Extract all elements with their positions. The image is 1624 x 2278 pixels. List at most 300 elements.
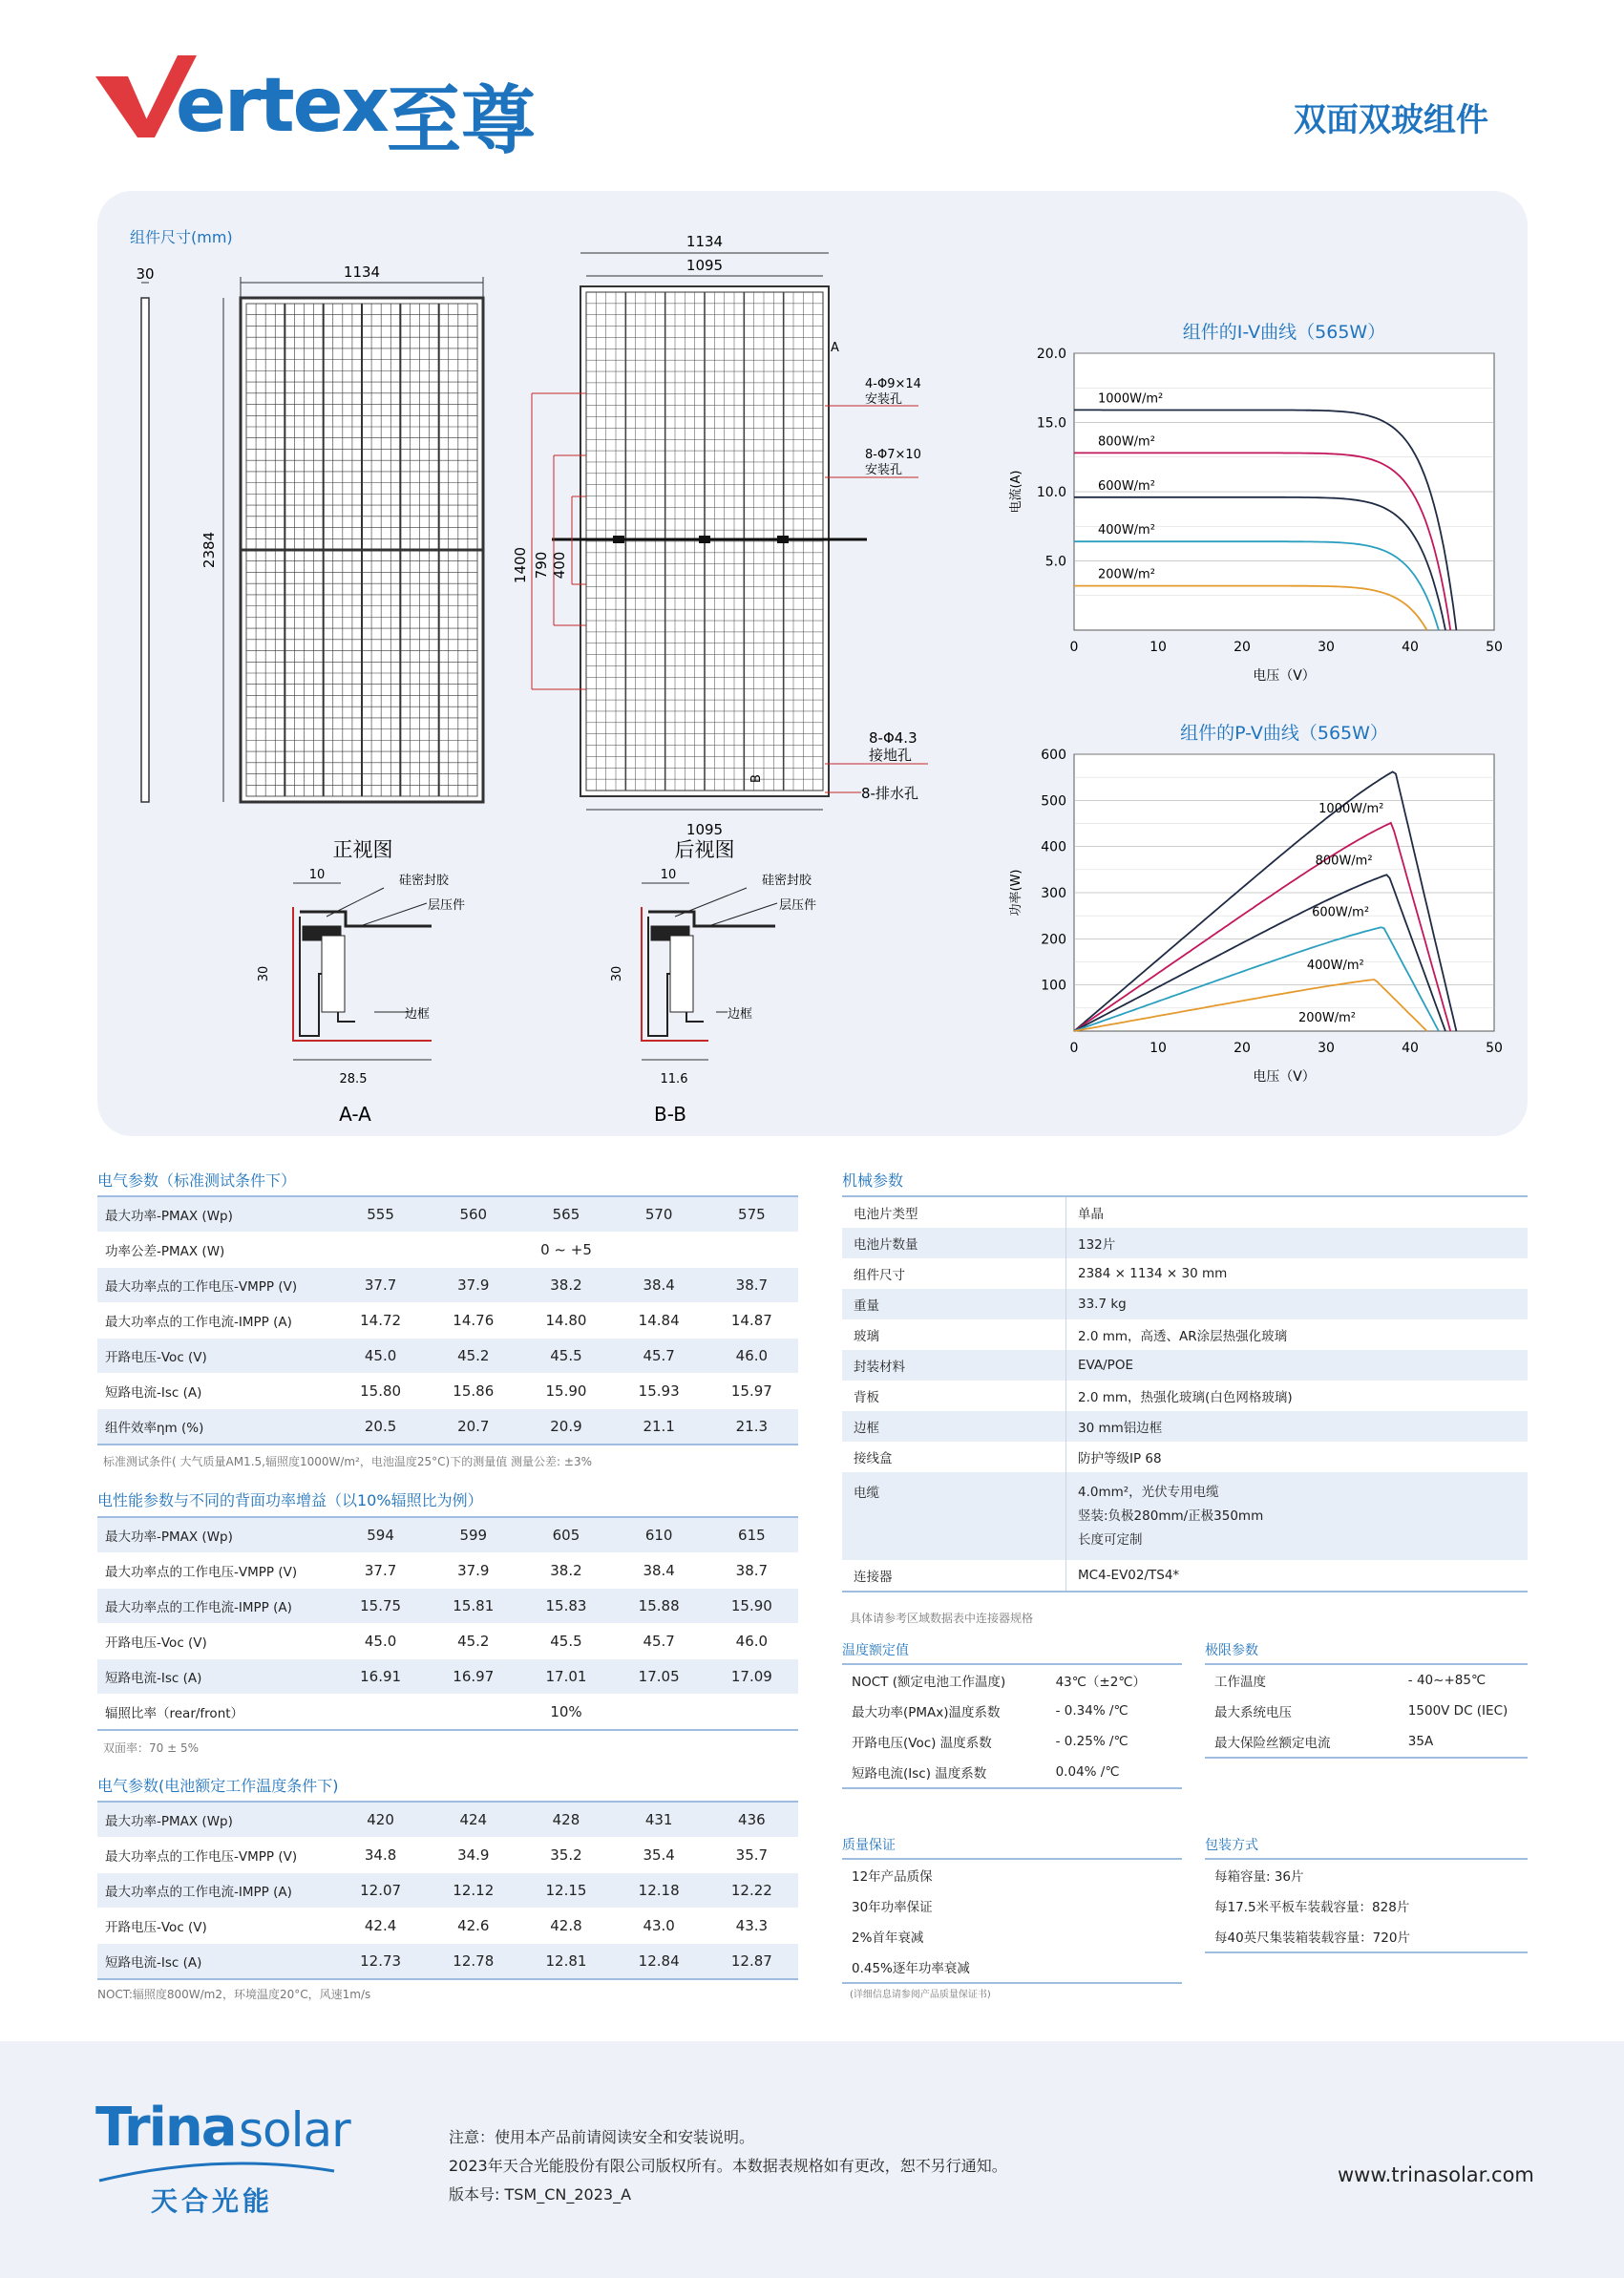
spec-key: 开路电压(Voc) 温度系数 <box>852 1736 992 1751</box>
spec-key: 连接器 <box>842 1560 1066 1592</box>
table-cell: 615 <box>706 1517 798 1553</box>
table-cell: 17.05 <box>613 1659 706 1695</box>
spec-key: 工作温度 <box>1214 1675 1266 1690</box>
spec-key: 短路电流(Isc) 温度系数 <box>852 1766 987 1782</box>
trina-logo-solar: solar <box>239 2102 350 2158</box>
section-aa <box>293 883 432 1060</box>
table-cell: 38.2 <box>519 1268 612 1303</box>
spec-value: - 40~+85℃ <box>1407 1673 1487 1688</box>
y-tick-label: 5.0 <box>1044 554 1066 570</box>
table-cell: 46.0 <box>706 1624 798 1659</box>
spec-value: 30 mm铝边框 <box>1066 1411 1529 1442</box>
side-view <box>141 298 149 802</box>
trina-logo-cn: 天合光能 <box>151 2185 274 2217</box>
table-row <box>97 1624 798 1659</box>
dim-back-bottom-width: 1095 <box>685 821 724 838</box>
table-row <box>842 1258 1528 1289</box>
elec-bifacial-table <box>97 1516 798 1731</box>
table-row <box>97 1553 798 1589</box>
x-tick-label: 20 <box>1234 1041 1251 1056</box>
x-tick-label: 40 <box>1402 640 1419 655</box>
spec-value: 2384 × 1134 × 30 mm <box>1078 1266 1228 1281</box>
front-view <box>223 277 483 802</box>
x-axis-label: 电压（V） <box>1253 1069 1316 1085</box>
table-cell: 35.7 <box>706 1838 798 1873</box>
brand-name-cn: 至尊 <box>387 78 537 164</box>
chart-title: 组件的P-V曲线（565W） <box>1180 723 1388 744</box>
list-item <box>842 1951 1182 1983</box>
table-cell: 45.5 <box>519 1339 612 1374</box>
table-row <box>97 1589 798 1624</box>
spec-key: 电缆 <box>842 1472 1066 1560</box>
spec-value: - 0.34% /℃ <box>1055 1703 1128 1719</box>
row-label: 短路电流-Isc (A) <box>97 1374 334 1409</box>
x-tick-label: 10 <box>1149 1041 1167 1056</box>
list-item-text: 0.45%逐年功率衰减 <box>852 1961 970 1976</box>
table-row <box>97 1909 798 1944</box>
elec-noct-table <box>97 1801 798 1980</box>
dim-back-inner-width: 1095 <box>685 257 724 274</box>
dim-side-width: 30 <box>136 265 155 283</box>
list-item <box>1205 1859 1528 1890</box>
mech-title: 机械参数 <box>842 1171 904 1190</box>
table-cell: 12.87 <box>706 1944 798 1980</box>
spec-key: 最大功率(PMAx)温度系数 <box>852 1705 1001 1720</box>
aa-frame: 边框 <box>405 1007 431 1022</box>
table-cell: 599 <box>427 1517 519 1553</box>
bb-laminate: 层压件 <box>779 898 817 913</box>
table-cell: 45.7 <box>613 1339 706 1374</box>
spec-value: 2.0 mm，高透、AR涂层热强化玻璃 <box>1078 1329 1288 1344</box>
table-cell: 38.4 <box>613 1268 706 1303</box>
spec-value: 35A <box>1407 1734 1434 1749</box>
brand-name: ertex <box>176 63 388 149</box>
dim-1400: 1400 <box>512 546 529 584</box>
table-cell: 37.9 <box>427 1553 519 1589</box>
section-a-marker: A <box>831 341 839 355</box>
table-cell: 14.76 <box>427 1303 519 1339</box>
back-view <box>552 253 867 810</box>
module-drawings <box>97 191 1052 1136</box>
y-tick-label: 200 <box>1041 932 1066 948</box>
spec-key: 电池片数量 <box>842 1228 1066 1258</box>
temp-title: 温度额定值 <box>842 1643 909 1658</box>
spec-key: 组件尺寸 <box>842 1258 1066 1289</box>
series-label: 400W/m² <box>1306 958 1364 973</box>
table-cell: 15.90 <box>519 1374 612 1409</box>
table-cell: 12.18 <box>613 1873 706 1909</box>
table-cell: 45.0 <box>334 1339 427 1374</box>
table-cell: 37.9 <box>427 1268 519 1303</box>
pv-chart <box>993 707 1528 1088</box>
table-cell: 436 <box>706 1802 798 1838</box>
row-label: 功率公差-PMAX (W) <box>97 1233 334 1268</box>
limits-table <box>1205 1663 1528 1759</box>
table-cell: 16.91 <box>334 1659 427 1695</box>
elec-bifacial-title: 电性能参数与不同的背面功率增益（以10%辐照比为例） <box>97 1491 483 1509</box>
table-cell: 605 <box>519 1517 612 1553</box>
x-tick-label: 10 <box>1149 640 1167 655</box>
spec-value: 单晶 <box>1078 1207 1104 1222</box>
series-label: 600W/m² <box>1312 905 1370 920</box>
footer-version: 版本号: TSM_CN_2023_A <box>449 2185 632 2204</box>
x-tick-label: 40 <box>1402 1041 1419 1056</box>
table-cell: 20.9 <box>519 1409 612 1445</box>
spec-value-line: 长度可定制 <box>1078 1531 1143 1548</box>
table-row <box>97 1659 798 1695</box>
row-label: 最大功率点的工作电压-VMPP (V) <box>97 1268 334 1303</box>
table-cell: 560 <box>427 1196 519 1233</box>
row-label: 组件效率ηm (%) <box>97 1409 334 1445</box>
table-cell: 12.78 <box>427 1944 519 1980</box>
footer-copyright: 2023年天合光能股份有限公司版权所有。本数据表规格如有更改，恕不另行通知。 <box>449 2157 1007 2175</box>
mech-note: 具体请参考区域数据表中连接器规格 <box>850 1612 1034 1625</box>
hole-label-3: 8-Φ4.3 <box>869 729 917 747</box>
table-cell: 565 <box>519 1196 612 1233</box>
series-label: 1000W/m² <box>1318 801 1384 816</box>
table-cell: 12.22 <box>706 1873 798 1909</box>
table-row <box>842 1411 1528 1442</box>
table-row <box>97 1838 798 1873</box>
spec-key: 玻璃 <box>842 1319 1066 1350</box>
table-cell: 38.7 <box>706 1268 798 1303</box>
spec-value: EVA/POE <box>1066 1350 1529 1381</box>
table-row <box>1205 1696 1528 1726</box>
table-cell: 45.5 <box>519 1624 612 1659</box>
dim-back-width: 1134 <box>685 233 724 250</box>
table-cell: 46.0 <box>706 1339 798 1374</box>
table-row <box>97 1695 798 1731</box>
spec-key: 最大系统电压 <box>1214 1705 1292 1720</box>
row-label: 最大功率点的工作电流-IMPP (A) <box>97 1873 334 1909</box>
table-row <box>842 1664 1182 1696</box>
table-cell: 12.84 <box>613 1944 706 1980</box>
x-tick-label: 30 <box>1318 640 1335 655</box>
x-tick-label: 0 <box>1069 640 1079 655</box>
table-row <box>1205 1726 1528 1758</box>
table-row <box>842 1350 1528 1381</box>
table-cell: 37.7 <box>334 1553 427 1589</box>
table-cell: 45.7 <box>613 1624 706 1659</box>
section-bb <box>642 883 777 1060</box>
table-cell: 15.86 <box>427 1374 519 1409</box>
table-cell: 15.75 <box>334 1589 427 1624</box>
hole-label-2: 8-Φ7×10 <box>865 448 921 462</box>
footer-notice: 注意：使用本产品前请阅读安全和安装说明。 <box>449 2128 755 2146</box>
table-row <box>97 1944 798 1980</box>
hole-label-3b: 接地孔 <box>869 747 913 764</box>
list-item <box>842 1890 1182 1921</box>
table-cell: 45.2 <box>427 1339 519 1374</box>
list-item <box>842 1921 1182 1951</box>
x-tick-label: 50 <box>1486 640 1503 655</box>
series-label: 400W/m² <box>1098 523 1155 538</box>
table-row <box>97 1268 798 1303</box>
table-cell: 35.4 <box>613 1838 706 1873</box>
back-view-label: 后视图 <box>674 838 735 861</box>
table-cell: 37.7 <box>334 1268 427 1303</box>
packing-title: 包装方式 <box>1205 1838 1258 1853</box>
section-b-marker: B <box>749 774 764 783</box>
elec-stc-note: 标准测试条件( 大气质量AM1.5,辐照度1000W/m²，电池温度25°C)下的测量值 测量公差: ±3% <box>103 1455 593 1468</box>
list-item-text: 2%首年衰减 <box>852 1930 924 1946</box>
series-label: 200W/m² <box>1298 1010 1356 1025</box>
dim-front-height: 2384 <box>200 531 218 569</box>
elec-noct-note: NOCT:辐照度800W/m2，环境温度20°C，风速1m/s <box>97 1988 371 2001</box>
footer-website[interactable]: www.trinasolar.com <box>1338 2163 1534 2186</box>
row-label: 短路电流-Isc (A) <box>97 1944 334 1980</box>
table-cell: 42.4 <box>334 1909 427 1944</box>
list-item <box>1205 1921 1528 1952</box>
aa-dim-width: 28.5 <box>339 1072 368 1086</box>
table-row <box>97 1517 798 1553</box>
dims-title: 组件尺寸(mm) <box>130 228 233 246</box>
y-axis-label: 功率(W) <box>1009 869 1023 917</box>
spec-value: 33.7 kg <box>1066 1289 1529 1319</box>
y-axis-label: 电流(A) <box>1009 470 1023 514</box>
table-cell: 12.07 <box>334 1873 427 1909</box>
aa-title: A-A <box>339 1103 371 1126</box>
spec-key: 边框 <box>842 1411 1066 1442</box>
spec-value: 2.0 mm，热强化玻璃(白色网格玻璃) <box>1078 1390 1293 1405</box>
y-tick-label: 100 <box>1041 978 1066 994</box>
table-row <box>842 1381 1528 1411</box>
table-cell: 12.12 <box>427 1873 519 1909</box>
table-cell: 42.6 <box>427 1909 519 1944</box>
table-cell: 45.2 <box>427 1624 519 1659</box>
table-cell: 38.2 <box>519 1553 612 1589</box>
row-label: 最大功率点的工作电流-IMPP (A) <box>97 1303 334 1339</box>
spec-value <box>1066 1472 1529 1560</box>
aa-seal: 硅密封胶 <box>399 874 450 888</box>
table-row <box>97 1409 798 1445</box>
aa-dim-10: 10 <box>308 868 326 882</box>
dim-400: 400 <box>551 551 568 580</box>
y-tick-label: 400 <box>1041 839 1066 855</box>
table-cell: 14.80 <box>519 1303 612 1339</box>
list-item-text: 30年功率保证 <box>852 1900 933 1915</box>
spec-value: MC4-EV02/TS4* <box>1078 1568 1180 1583</box>
list-item <box>1205 1890 1528 1921</box>
spec-key: 背板 <box>842 1381 1066 1411</box>
table-row <box>842 1196 1528 1228</box>
table-cell: 14.87 <box>706 1303 798 1339</box>
mech-table <box>842 1195 1528 1592</box>
series-label: 800W/m² <box>1098 434 1155 450</box>
table-cell: 424 <box>427 1802 519 1838</box>
x-tick-label: 20 <box>1234 640 1251 655</box>
y-tick-label: 500 <box>1041 793 1066 810</box>
spec-value: - 0.25% /℃ <box>1055 1734 1128 1749</box>
table-cell: 10% <box>334 1695 798 1731</box>
table-cell: 575 <box>706 1196 798 1233</box>
bb-frame: 边框 <box>728 1007 753 1022</box>
table-row <box>1205 1664 1528 1696</box>
table-row <box>842 1757 1182 1788</box>
series-label: 600W/m² <box>1098 478 1155 494</box>
y-tick-label: 20.0 <box>1036 347 1066 362</box>
row-label: 辐照比率（rear/front） <box>97 1695 334 1731</box>
bb-dim-width: 11.6 <box>660 1072 688 1086</box>
table-cell: 21.1 <box>613 1409 706 1445</box>
trina-logo-word: Trina <box>95 2097 236 2159</box>
spec-value: 43℃（±2℃） <box>1055 1675 1146 1690</box>
table-row <box>842 1442 1528 1472</box>
table-cell: 38.7 <box>706 1553 798 1589</box>
table-cell: 12.81 <box>519 1944 612 1980</box>
table-row <box>97 1374 798 1409</box>
spec-value-line: 4.0mm²，光伏专用电缆 <box>1078 1484 1219 1500</box>
table-cell: 12.73 <box>334 1944 427 1980</box>
dim-front-width: 1134 <box>343 264 381 281</box>
hole-label-1: 4-Φ9×14 <box>865 377 921 391</box>
x-tick-label: 50 <box>1486 1041 1503 1056</box>
spec-key: 重量 <box>842 1289 1066 1319</box>
y-tick-label: 10.0 <box>1036 485 1066 500</box>
table-cell: 15.81 <box>427 1589 519 1624</box>
hole-label-4: 8-排水孔 <box>861 785 918 802</box>
bb-seal: 硅密封胶 <box>762 874 812 888</box>
row-label: 短路电流-Isc (A) <box>97 1659 334 1695</box>
table-row <box>97 1873 798 1909</box>
warranty-note: (详细信息请参阅产品质量保证书) <box>850 1990 991 2000</box>
table-cell: 594 <box>334 1517 427 1553</box>
spec-key: NOCT (额定电池工作温度) <box>852 1675 1006 1690</box>
table-cell: 34.9 <box>427 1838 519 1873</box>
y-tick-label: 15.0 <box>1036 415 1066 432</box>
row-label: 最大功率点的工作电压-VMPP (V) <box>97 1553 334 1589</box>
table-cell: 431 <box>613 1802 706 1838</box>
elec-stc-table <box>97 1195 798 1445</box>
table-row <box>842 1726 1182 1757</box>
warranty-table <box>842 1858 1182 1984</box>
series-label: 1000W/m² <box>1098 391 1164 407</box>
table-cell: 428 <box>519 1802 612 1838</box>
table-cell: 20.5 <box>334 1409 427 1445</box>
list-item-text: 每40英尺集装箱装载容量：720片 <box>1214 1930 1410 1946</box>
table-row <box>842 1319 1528 1350</box>
row-label: 开路电压-Voc (V) <box>97 1624 334 1659</box>
table-cell: 35.2 <box>519 1838 612 1873</box>
table-row <box>97 1196 798 1233</box>
table-cell: 15.90 <box>706 1589 798 1624</box>
aa-dim-30: 30 <box>257 965 271 982</box>
list-item-text: 每17.5米平板车装载容量：828片 <box>1214 1900 1410 1915</box>
dim-790: 790 <box>533 551 550 580</box>
packing-table <box>1205 1858 1528 1953</box>
list-item-text: 12年产品质保 <box>852 1869 933 1885</box>
list-item-text: 每箱容量: 36片 <box>1214 1869 1304 1885</box>
x-tick-label: 30 <box>1318 1041 1335 1056</box>
table-cell: 0 ~ +5 <box>334 1233 798 1268</box>
table-cell: 14.84 <box>613 1303 706 1339</box>
table-row <box>842 1560 1528 1592</box>
spec-value: 0.04% /℃ <box>1055 1764 1120 1780</box>
limits-title: 极限参数 <box>1205 1643 1258 1658</box>
table-cell: 570 <box>613 1196 706 1233</box>
x-axis-label: 电压（V） <box>1253 668 1316 684</box>
table-cell: 15.93 <box>613 1374 706 1409</box>
table-row <box>97 1802 798 1838</box>
table-cell: 14.72 <box>334 1303 427 1339</box>
spec-key: 接线盒 <box>842 1442 1066 1472</box>
series-label: 800W/m² <box>1315 854 1373 869</box>
table-row <box>97 1233 798 1268</box>
elec-stc-title: 电气参数（标准测试条件下） <box>97 1171 297 1190</box>
elec-bifacial-note: 双面率：70 ± 5% <box>103 1741 199 1755</box>
table-cell: 17.01 <box>519 1659 612 1695</box>
spec-key: 最大保险丝额定电流 <box>1214 1736 1331 1751</box>
spec-key: 电池片类型 <box>842 1196 1066 1228</box>
table-cell: 15.88 <box>613 1589 706 1624</box>
row-label: 最大功率-PMAX (Wp) <box>97 1517 334 1553</box>
table-cell: 45.0 <box>334 1624 427 1659</box>
row-label: 最大功率点的工作电压-VMPP (V) <box>97 1838 334 1873</box>
table-cell: 555 <box>334 1196 427 1233</box>
table-cell: 20.7 <box>427 1409 519 1445</box>
spec-value-line: 竖装:负极280mm/正极350mm <box>1078 1508 1264 1524</box>
series-label: 200W/m² <box>1098 567 1155 582</box>
table-row <box>842 1472 1528 1560</box>
y-tick-label: 600 <box>1041 748 1066 763</box>
table-cell: 43.0 <box>613 1909 706 1944</box>
row-label: 最大功率-PMAX (Wp) <box>97 1196 334 1233</box>
spec-key: 封装材料 <box>842 1350 1066 1381</box>
aa-laminate: 层压件 <box>428 898 466 913</box>
table-cell: 43.3 <box>706 1909 798 1944</box>
table-row <box>97 1339 798 1374</box>
list-item <box>842 1859 1182 1890</box>
table-cell: 16.97 <box>427 1659 519 1695</box>
trina-logo <box>95 2097 350 2221</box>
table-cell: 420 <box>334 1802 427 1838</box>
chart-title: 组件的I-V曲线（565W） <box>1182 322 1386 343</box>
x-tick-label: 0 <box>1069 1041 1079 1056</box>
product-type: 双面双玻组件 <box>1294 101 1488 139</box>
front-view-label: 正视图 <box>332 838 393 861</box>
table-cell: 34.8 <box>334 1838 427 1873</box>
spec-value: 防护等级IP 68 <box>1078 1451 1162 1466</box>
warranty-title: 质量保证 <box>842 1838 896 1853</box>
table-cell: 610 <box>613 1517 706 1553</box>
table-cell: 12.15 <box>519 1873 612 1909</box>
row-label: 最大功率-PMAX (Wp) <box>97 1802 334 1838</box>
table-cell: 15.80 <box>334 1374 427 1409</box>
row-label: 开路电压-Voc (V) <box>97 1909 334 1944</box>
spec-value: 1500V DC (IEC) <box>1407 1703 1508 1719</box>
hole-label-2b: 安装孔 <box>865 463 903 477</box>
bb-dim-10: 10 <box>660 868 677 882</box>
row-label: 开路电压-Voc (V) <box>97 1339 334 1374</box>
table-row <box>842 1228 1528 1258</box>
spec-value: 132片 <box>1066 1228 1529 1258</box>
elec-noct-title: 电气参数(电池额定工作温度条件下) <box>97 1777 339 1795</box>
temp-table <box>842 1663 1182 1789</box>
table-cell: 21.3 <box>706 1409 798 1445</box>
table-cell: 38.4 <box>613 1553 706 1589</box>
table-row <box>842 1696 1182 1726</box>
table-row <box>97 1303 798 1339</box>
table-cell: 15.83 <box>519 1589 612 1624</box>
hole-label-1b: 安装孔 <box>865 392 903 407</box>
bb-title: B-B <box>654 1103 686 1126</box>
bb-dim-30: 30 <box>610 965 624 982</box>
row-label: 最大功率点的工作电流-IMPP (A) <box>97 1589 334 1624</box>
table-cell: 17.09 <box>706 1659 798 1695</box>
iv-chart <box>993 306 1528 687</box>
y-tick-label: 300 <box>1041 886 1066 901</box>
brand-logo <box>95 50 554 164</box>
